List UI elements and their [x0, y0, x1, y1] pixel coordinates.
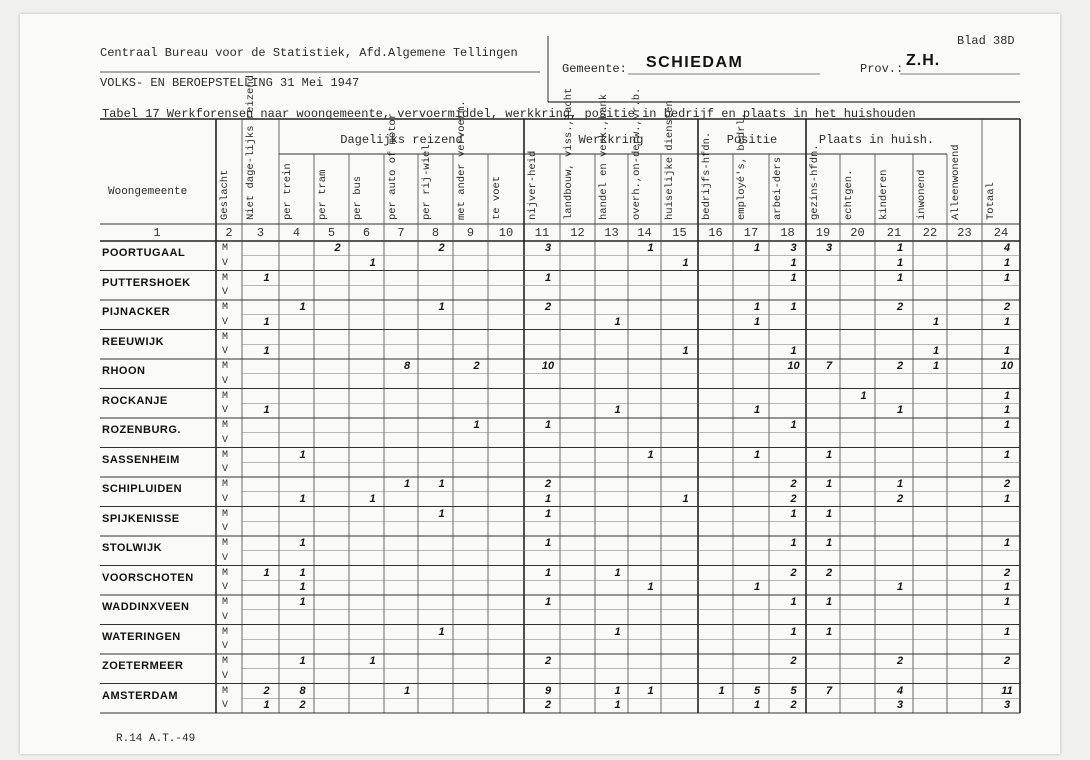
- cell-value: 1: [753, 301, 761, 313]
- prov-label: Prov.:: [860, 62, 904, 76]
- gender-cell: V: [222, 611, 229, 623]
- table-title: Tabel 17 Werkforensen naar woongemeente, vervoermiddel, werkkring, positie in bedrijf en plaats in het huishouden: [102, 107, 916, 121]
- gender-cell: V: [222, 641, 229, 653]
- cell-value: 1: [753, 404, 761, 417]
- gender-cell: M: [222, 597, 229, 608]
- cell-value: 1: [682, 345, 689, 358]
- cell-value: 1: [790, 537, 797, 549]
- cell-value: 1: [473, 419, 480, 431]
- cell-value: 1: [825, 507, 833, 520]
- gender-cell: M: [222, 272, 229, 284]
- cell-value: 1: [299, 301, 306, 313]
- cell-value: 1: [896, 271, 904, 284]
- cell-value: 1: [718, 684, 725, 697]
- cell-value: 1: [790, 596, 797, 608]
- column-header: inwonend: [916, 169, 928, 220]
- cell-value: 1: [369, 492, 376, 505]
- cell-value: 1: [1003, 537, 1011, 549]
- column-number: 20: [850, 226, 865, 240]
- census-sheet: [20, 14, 1060, 754]
- group-header-plaats: Plaats in huish.: [818, 133, 935, 147]
- column-header: bedrijfs-hfdn.: [701, 131, 713, 220]
- gender-cell: M: [222, 361, 229, 372]
- column-number: 19: [815, 226, 831, 240]
- cell-value: 8: [299, 684, 306, 697]
- cell-value: 1: [614, 315, 621, 328]
- cell-value: 1: [438, 301, 445, 313]
- cell-value: 9: [544, 684, 552, 697]
- cell-value: 1: [825, 537, 833, 549]
- cell-value: 1: [647, 448, 654, 461]
- gender-cell: V: [222, 257, 229, 269]
- gender-cell: V: [222, 493, 229, 505]
- cell-value: 2: [790, 566, 797, 579]
- column-header: per tram: [317, 169, 329, 220]
- column-number: 14: [637, 226, 652, 240]
- column-number: 22: [922, 226, 938, 240]
- cell-value: 1: [614, 699, 621, 712]
- place-name: AMSTERDAM: [102, 689, 178, 702]
- blad-number: Blad 38D: [957, 34, 1015, 48]
- cell-value: 2: [825, 566, 833, 579]
- column-header: Geslacht: [219, 169, 231, 220]
- cell-value: 1: [369, 256, 376, 269]
- cell-value: 1: [790, 625, 797, 638]
- cell-value: 2: [896, 360, 904, 372]
- cell-value: 1: [1003, 419, 1011, 431]
- gender-cell: V: [222, 405, 229, 417]
- cell-value: 2: [896, 301, 904, 313]
- cell-value: 2: [544, 301, 552, 313]
- census-title: VOLKS- EN BEROEPSTELLING 31 Mei 1947: [100, 76, 360, 90]
- organization-line: Centraal Bureau voor de Statistiek, Afd.Algemene Tellingen: [100, 46, 518, 60]
- cell-value: 2: [896, 492, 904, 505]
- gender-cell: V: [222, 582, 229, 594]
- cell-value: 2: [1003, 301, 1011, 313]
- cell-value: 1: [647, 242, 654, 254]
- cell-value: 5: [790, 684, 797, 697]
- cell-value: 1: [263, 404, 270, 417]
- cell-value: 1: [860, 389, 867, 402]
- cell-value: 1: [299, 596, 306, 608]
- gender-cell: M: [222, 449, 229, 461]
- gender-cell: V: [222, 523, 229, 535]
- cell-value: 1: [544, 419, 552, 431]
- column-header: Alleenwonend: [950, 144, 962, 220]
- cell-value: 2: [1003, 478, 1011, 490]
- column-number: 21: [886, 226, 902, 240]
- gender-cell: V: [222, 316, 229, 328]
- cell-value: 2: [790, 492, 797, 505]
- cell-value: 2: [473, 360, 480, 372]
- cell-value: 1: [544, 507, 552, 520]
- cell-value: 1: [1003, 492, 1011, 505]
- column-number: 3: [256, 226, 265, 240]
- cell-value: 1: [263, 271, 270, 284]
- cell-value: 1: [896, 256, 904, 269]
- column-header-woongemeente: Woongemeente: [108, 186, 188, 198]
- gender-cell: M: [222, 685, 229, 697]
- column-header: handel en verk.,bank: [598, 93, 610, 220]
- cell-value: 7: [825, 684, 833, 697]
- gender-cell: M: [222, 626, 229, 638]
- prov-value: Z.H.: [906, 52, 941, 69]
- column-header: arbei-ders: [772, 156, 784, 220]
- cell-value: 2: [544, 699, 552, 712]
- cell-value: 1: [263, 315, 270, 328]
- place-name: PIJNACKER: [102, 306, 171, 318]
- gender-cell: M: [222, 479, 229, 490]
- cell-value: 1: [1003, 345, 1011, 358]
- place-name: PUTTERSHOEK: [102, 276, 191, 289]
- column-header: te voet: [491, 175, 503, 220]
- gender-cell: M: [222, 656, 229, 667]
- cell-value: 2: [790, 478, 797, 490]
- cell-value: 1: [1003, 581, 1011, 594]
- cell-value: 2: [544, 478, 552, 490]
- cell-value: 1: [682, 256, 689, 269]
- gemeente-value: SCHIEDAM: [646, 54, 744, 71]
- gender-cell: M: [222, 331, 229, 343]
- cell-value: 2: [263, 684, 270, 697]
- place-name: VOORSCHOTEN: [102, 571, 194, 584]
- column-number: 8: [431, 226, 440, 240]
- cell-value: 2: [896, 655, 904, 667]
- column-number: 11: [534, 226, 550, 240]
- column-number: 7: [397, 226, 405, 240]
- column-header: Niet dage-lijks reizend: [245, 75, 257, 220]
- cell-value: 1: [753, 242, 761, 254]
- cell-value: 11: [1001, 684, 1013, 697]
- cell-value: 2: [1003, 566, 1011, 579]
- cell-value: 1: [825, 596, 833, 608]
- gender-cell: V: [222, 287, 229, 299]
- cell-value: 1: [1003, 315, 1011, 328]
- cell-value: 1: [544, 596, 552, 608]
- gemeente-label: Gemeente:: [562, 62, 627, 76]
- cell-value: 1: [1003, 389, 1011, 402]
- place-name: RHOON: [102, 365, 146, 377]
- gender-cell: M: [222, 538, 229, 549]
- group-header-werkkring: Werkkring: [578, 133, 644, 147]
- cell-value: 1: [753, 315, 761, 328]
- place-name: WATERINGEN: [102, 630, 181, 643]
- cell-value: 1: [1003, 256, 1011, 269]
- column-header: gezins-hfdn.: [809, 144, 821, 220]
- gender-cell: V: [222, 375, 229, 387]
- column-number: 17: [743, 226, 759, 240]
- cell-value: 1: [438, 625, 445, 638]
- gender-cell: M: [222, 390, 229, 402]
- form-code: R.14 A.T.-49: [116, 733, 196, 745]
- cell-value: 1: [614, 404, 621, 417]
- cell-value: 1: [1003, 448, 1011, 461]
- column-header: per trein: [282, 163, 294, 220]
- column-header: overh.,on-derw.,vr.b.: [631, 87, 643, 220]
- column-number: 10: [498, 226, 514, 240]
- cell-value: 1: [753, 699, 761, 712]
- column-number: 15: [672, 226, 687, 240]
- cell-value: 1: [614, 625, 621, 638]
- cell-value: 1: [299, 492, 306, 505]
- column-number: 9: [466, 226, 475, 240]
- cell-value: 10: [541, 360, 555, 372]
- cell-value: 3: [896, 699, 904, 712]
- place-name: WADDINXVEEN: [102, 601, 190, 613]
- cell-value: 3: [544, 242, 552, 254]
- cell-value: 1: [932, 345, 940, 358]
- place-name: SPIJKENISSE: [102, 512, 180, 525]
- gender-cell: V: [222, 434, 229, 446]
- cell-value: 1: [544, 566, 552, 579]
- cell-value: 1: [263, 345, 270, 358]
- column-header: Totaal: [985, 182, 997, 220]
- cell-value: 1: [896, 242, 904, 254]
- cell-value: 1: [790, 256, 797, 269]
- column-number: 1: [153, 226, 161, 240]
- column-header: per auto of motor: [387, 112, 399, 220]
- column-number: 13: [604, 226, 619, 240]
- column-header: huiselijke diensten: [664, 100, 676, 220]
- cell-value: 1: [896, 581, 904, 594]
- place-name: REEUWIJK: [102, 335, 165, 348]
- cell-value: 1: [544, 537, 552, 549]
- column-header: per rij-wiel: [421, 144, 433, 220]
- column-header: met ander vervoerm.: [456, 100, 468, 220]
- cell-value: 1: [647, 581, 654, 594]
- cell-value: 1: [403, 478, 411, 490]
- gender-cell: M: [222, 302, 229, 313]
- column-header: nijver-heid: [527, 150, 539, 220]
- gender-cell: M: [222, 508, 229, 520]
- group-header-dagelijks: Dagelijks reizend: [340, 133, 463, 147]
- cell-value: 3: [825, 242, 833, 254]
- cell-value: 1: [1003, 271, 1011, 284]
- cell-value: 1: [438, 478, 445, 490]
- cell-value: 1: [1003, 596, 1011, 608]
- cell-value: 2: [1003, 655, 1011, 667]
- group-header-positie: Positie: [726, 133, 778, 147]
- cell-value: 1: [299, 566, 306, 579]
- cell-value: 1: [403, 684, 411, 697]
- column-number: 23: [957, 226, 972, 240]
- cell-value: 1: [753, 448, 761, 461]
- cell-value: 1: [790, 301, 797, 313]
- cell-value: 2: [790, 699, 797, 712]
- gender-cell: M: [222, 567, 229, 579]
- cell-value: 1: [682, 492, 689, 505]
- cell-value: 1: [263, 699, 270, 712]
- cell-value: 1: [790, 345, 797, 358]
- gender-cell: V: [222, 700, 229, 712]
- table-body: [20, 14, 1060, 754]
- cell-value: 4: [896, 684, 904, 697]
- gender-cell: V: [222, 346, 229, 358]
- cell-value: 1: [614, 684, 621, 697]
- cell-value: 1: [1003, 625, 1011, 638]
- column-header: landbouw, viss.,jacht: [563, 87, 575, 220]
- cell-value: 1: [299, 581, 306, 594]
- cell-value: 1: [825, 478, 833, 490]
- column-number: 6: [362, 226, 371, 240]
- column-number: 24: [993, 226, 1009, 240]
- place-name: POORTUGAAL: [102, 247, 186, 259]
- cell-value: 2: [299, 699, 306, 712]
- column-number: 4: [292, 226, 301, 240]
- gender-cell: M: [222, 420, 229, 431]
- cell-value: 1: [299, 655, 306, 667]
- gender-cell: V: [222, 464, 229, 476]
- cell-value: 3: [1003, 699, 1011, 712]
- column-header: kinderen: [878, 169, 890, 220]
- cell-value: 5: [753, 684, 761, 697]
- cell-value: 1: [932, 360, 940, 372]
- cell-value: 1: [369, 655, 376, 667]
- column-number: 16: [708, 226, 723, 240]
- cell-value: 1: [790, 271, 797, 284]
- column-number: 18: [780, 226, 795, 240]
- place-name: STOLWIJK: [102, 542, 163, 554]
- cell-value: 1: [825, 448, 833, 461]
- cell-value: 1: [790, 507, 797, 520]
- cell-value: 1: [753, 581, 761, 594]
- column-number: 12: [570, 226, 585, 240]
- cell-value: 3: [790, 242, 797, 254]
- column-header: per bus: [352, 175, 364, 220]
- cell-value: 8: [403, 360, 411, 372]
- cell-value: 2: [544, 655, 552, 667]
- column-number: 2: [225, 226, 233, 240]
- cell-value: 2: [438, 242, 445, 254]
- cell-value: 2: [334, 242, 341, 254]
- cell-value: 1: [896, 404, 904, 417]
- cell-value: 1: [544, 271, 552, 284]
- cell-value: 2: [790, 655, 797, 667]
- gender-cell: V: [222, 552, 229, 564]
- cell-value: 7: [825, 360, 833, 372]
- gender-cell: M: [222, 243, 229, 254]
- cell-value: 1: [263, 566, 270, 579]
- cell-value: 1: [896, 478, 904, 490]
- place-name: ROCKANJE: [102, 394, 168, 407]
- place-name: SASSENHEIM: [102, 453, 180, 466]
- cell-value: 1: [932, 315, 940, 328]
- cell-value: 1: [790, 419, 797, 431]
- place-name: ZOETERMEER: [102, 660, 184, 672]
- column-header: echtgen.: [843, 169, 855, 220]
- column-header: employé's, bedrl.: [736, 112, 748, 220]
- cell-value: 1: [647, 684, 654, 697]
- cell-value: 1: [299, 448, 306, 461]
- cell-value: 10: [1000, 360, 1014, 372]
- cell-value: 1: [825, 625, 833, 638]
- cell-value: 10: [787, 360, 800, 372]
- cell-value: 1: [438, 507, 445, 520]
- place-name: SCHIPLUIDEN: [102, 483, 183, 495]
- place-name: ROZENBURG.: [102, 424, 181, 436]
- cell-value: 1: [299, 537, 306, 549]
- cell-value: 1: [544, 492, 552, 505]
- cell-value: 1: [1003, 404, 1011, 417]
- column-number: 5: [327, 226, 336, 240]
- cell-value: 1: [614, 566, 621, 579]
- gender-cell: V: [222, 670, 229, 682]
- cell-value: 4: [1003, 242, 1011, 254]
